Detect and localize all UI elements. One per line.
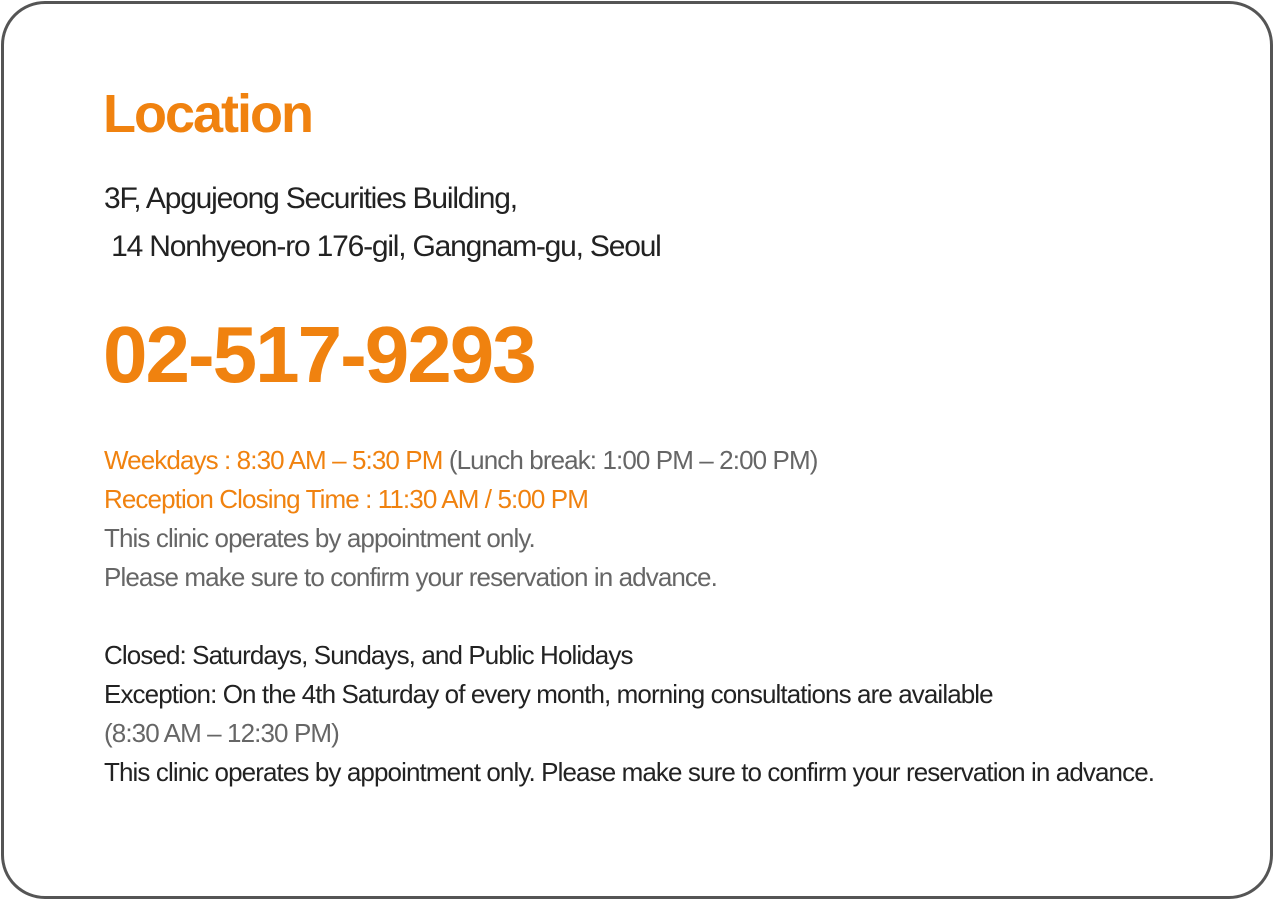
- address-line-1: 3F, Apgujeong Securities Building,: [104, 182, 517, 215]
- exception-hours: (8:30 AM – 12:30 PM): [104, 718, 339, 748]
- exception-note: Exception: On the 4th Saturday of every month, morning consultations are available: [104, 679, 993, 709]
- closed-days: Closed: Saturdays, Sundays, and Public Holidays: [104, 640, 633, 670]
- phone-number: 02-517-9293: [103, 310, 535, 399]
- appointment-note-3: This clinic operates by appointment only. Please make sure to confirm your reservation in advance.: [104, 757, 1155, 787]
- reception-closing-time: Reception Closing Time : 11:30 AM / 5:00 PM: [104, 484, 588, 514]
- closed-block: [104, 636, 1174, 792]
- appointment-note-2: Please make sure to confirm your reservation in advance.: [104, 562, 717, 592]
- weekdays-row: [104, 441, 817, 480]
- lunch-break: (Lunch break: 1:00 PM – 2:00 PM): [442, 445, 818, 475]
- weekdays-hours: Weekdays : 8:30 AM – 5:30 PM: [104, 445, 443, 475]
- address-block: [104, 175, 661, 271]
- appointment-note-1: This clinic operates by appointment only.: [104, 523, 535, 553]
- location-card: [1, 1, 1273, 899]
- hours-block: [104, 441, 817, 597]
- address-line-2: 14 Nonhyeon-ro 176-gil, Gangnam-gu, Seoul: [104, 230, 661, 263]
- location-title: Location: [103, 84, 312, 144]
